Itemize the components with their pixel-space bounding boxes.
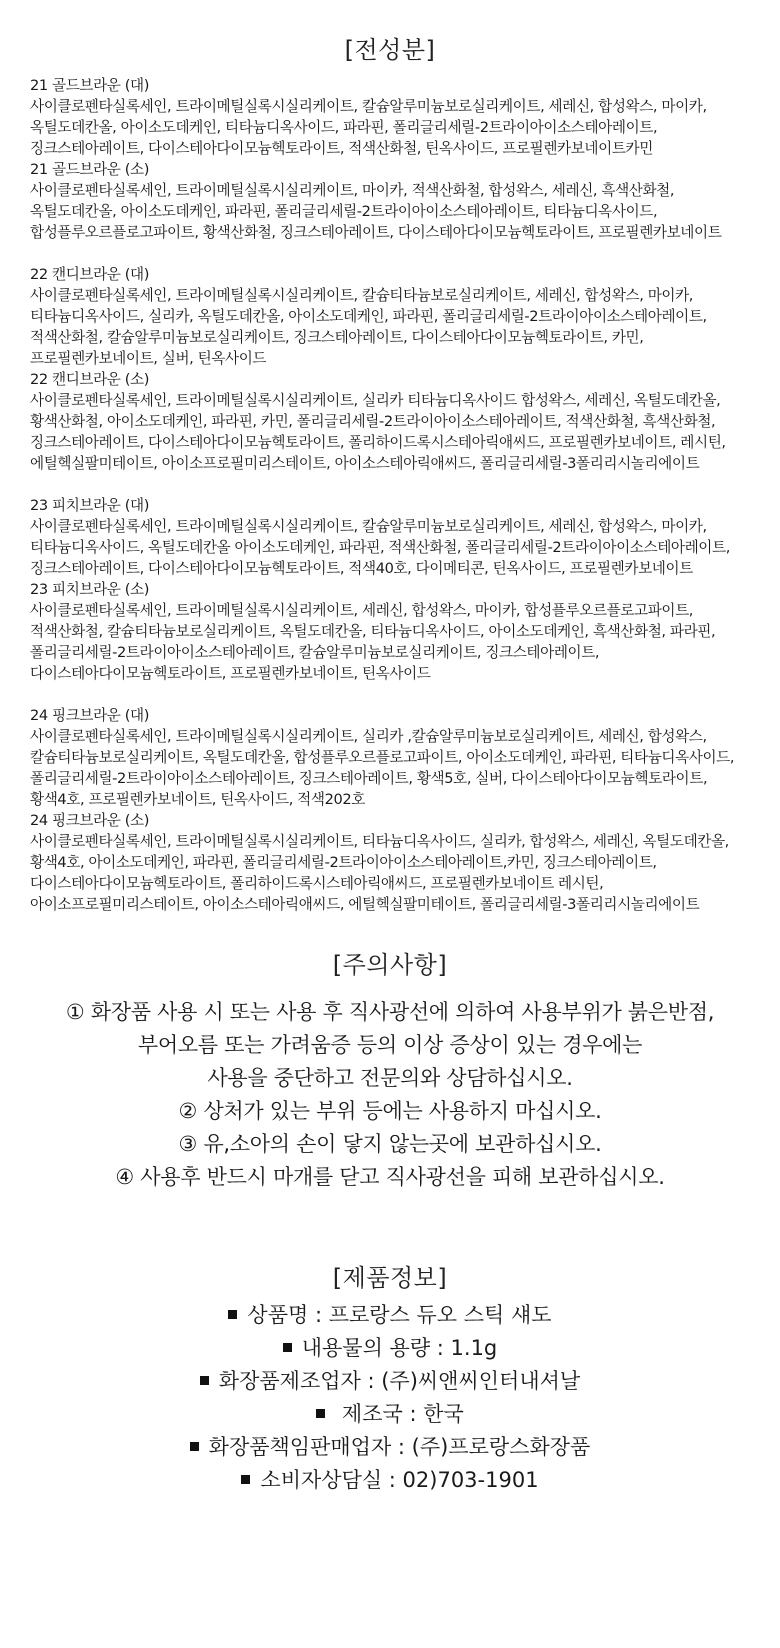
info-text: 상품명 : 프로랑스 듀오 스틱 섀도	[247, 1303, 552, 1327]
info-text: 화장품책임판매업자 : (주)프로랑스화장품	[208, 1435, 591, 1459]
info-item-customer-service	[30, 1464, 750, 1497]
caution-line: ① 화장품 사용 시 또는 사용 후 직사광선에 의하여 사용부위가 붉은반점,	[65, 1000, 715, 1024]
product-block-24	[30, 705, 750, 915]
variant-name: 22 캔디브라운 (대)	[30, 266, 150, 283]
caution-line: ③ 유,소아의 손이 닿지 않는곳에 보관하십시오.	[178, 1132, 602, 1156]
info-item-product-name	[30, 1299, 750, 1332]
info-text: 화장품제조업자 : (주)씨앤씨인터내셔날	[218, 1369, 581, 1393]
caution-section	[30, 996, 750, 1194]
variant-name: 24 핑크브라운 (소)	[30, 812, 150, 829]
product-info-section	[30, 1299, 750, 1497]
info-item-manufacturer	[30, 1365, 750, 1398]
info-item-country	[30, 1398, 750, 1431]
ingredients-section	[30, 75, 750, 915]
product-block-22	[30, 264, 750, 474]
caution-line: ④ 사용후 반드시 마개를 닫고 직사광선을 피해 보관하십시오.	[115, 1165, 665, 1189]
info-item-volume	[30, 1332, 750, 1365]
caution-line: ② 상처가 있는 부위 등에는 사용하지 마십시오.	[178, 1099, 602, 1123]
product-block-23	[30, 495, 750, 684]
ingredient-list: 사이클로펜타실록세인, 트라이메틸실록시실리케이트, 칼슘알루미늄보로실리케이트, 세레신, 합성왁스, 마이카, 티타늄디옥사이드, 옥틸도데칸올 아이소도데케인, 파라핀, 적색산화철, 폴리글리세릴-2트라이아이소스테아레이트, 징크스테아레이트, 다이스테아다이모늄헥토라이트, 적색40호, 다이메티콘, 틴옥사이드, 프로필렌카보네이트	[30, 518, 730, 577]
ingredient-list: 사이클로펜타실록세인, 트라이메틸실록시실리케이트, 마이카, 적색산화철, 합성왁스, 세레신, 흑색산화철, 옥틸도데칸올, 아이소도데케인, 파라핀, 폴리글리세릴-2트라이아이소스테아레이트, 티타늄디옥사이드, 합성플루오르플로고파이트, 황색산화철, 징크스테아레이트, 다이스테아다이모늄헥토라이트, 프로필렌카보네이트	[30, 182, 722, 241]
info-text: 내용물의 용량 : 1.1g	[301, 1336, 498, 1360]
ingredient-list: 사이클로펜타실록세인, 트라이메틸실록시실리케이트, 칼슘알루미늄보로실리케이트, 세레신, 합성왁스, 마이카, 옥틸도데칸올, 아이소도데케인, 티타늄디옥사이드, 파라핀, 폴리글리세릴-2트라이아이소스테아레이트, 징크스테아레이트, 다이스테아다이모늄헥토라이트, 적색산화철, 틴옥사이드, 프로필렌카보네이트카민	[30, 98, 707, 157]
info-text: 소비자상담실 : 02)703-1901	[260, 1468, 539, 1492]
square-bullet-icon	[190, 1442, 199, 1451]
product-info-title: [제품정보]	[332, 1264, 448, 1292]
square-bullet-icon	[316, 1409, 325, 1418]
ingredient-list: 사이클로펜타실록세인, 트라이메틸실록시실리케이트, 세레신, 합성왁스, 마이카, 합성플루오르플로고파이트, 적색산화철, 칼슘티타늄보로실리케이트, 옥틸도데칸올, 티타늄디옥사이드, 아이소도데케인, 흑색산화철, 파라핀, 폴리글리세릴-2트라이아이소스테아레이트, 칼슘알루미늄보로실리케이트, 징크스테아레이트, 다이스테아다이모늄헥토라이트, 프로필렌카보네이트, 틴옥사이드	[30, 602, 716, 682]
square-bullet-icon	[241, 1475, 250, 1484]
caution-line: 사용을 중단하고 전문의와 상담하십시오.	[207, 1066, 573, 1090]
variant-name: 22 캔디브라운 (소)	[30, 371, 150, 388]
product-block-21	[30, 75, 750, 243]
variant-name: 23 피치브라운 (소)	[30, 581, 150, 598]
ingredient-list: 사이클로펜타실록세인, 트라이메틸실록시실리케이트, 칼슘티타늄보로실리케이트, 세레신, 합성왁스, 마이카, 티타늄디옥사이드, 실리카, 옥틸도데칸올, 아이소도데케인, 파라핀, 폴리글리세릴-2트라이아이소스테아레이트, 적색산화철, 칼슘알루미늄보로실리케이트, 징크스테아레이트, 다이스테아다이모늄헥토라이트, 카민, 프로필렌카보네이트, 실버, 틴옥사이드	[30, 287, 707, 367]
square-bullet-icon	[283, 1343, 292, 1352]
info-text: 제조국 : 한국	[335, 1402, 464, 1426]
info-item-distributor	[30, 1431, 750, 1464]
square-bullet-icon	[200, 1376, 209, 1385]
caution-title: [주의사항]	[332, 951, 448, 979]
ingredient-list: 사이클로펜타실록세인, 트라이메틸실록시실리케이트, 실리카 ,칼슘알루미늄보로실리케이트, 세레신, 합성왁스, 칼슘티타늄보로실리케이트, 옥틸도데칸올, 합성플루오르플로고파이트, 아이소도데케인, 파라핀, 티타늄디옥사이드, 폴리글리세릴-2트라이아이소스테아레이트, 징크스테아레이트, 황색5호, 실버, 다이스테아다이모늄헥토라이트, 황색4호, 프로필렌카보네이트, 틴옥사이드, 적색202호	[30, 728, 735, 808]
square-bullet-icon	[228, 1310, 237, 1319]
variant-name: 24 핑크브라운 (대)	[30, 707, 150, 724]
ingredients-title: [전성분]	[344, 36, 436, 64]
variant-name: 21 골드브라운 (소)	[30, 161, 150, 178]
variant-name: 21 골드브라운 (대)	[30, 77, 150, 94]
variant-name: 23 피치브라운 (대)	[30, 497, 150, 514]
caution-line: 부어오름 또는 가려움증 등의 이상 증상이 있는 경우에는	[137, 1033, 643, 1057]
ingredient-list: 사이클로펜타실록세인, 트라이메틸실록시실리케이트, 실리카 티타늄디옥사이드 합성왁스, 세레신, 옥틸도데칸올, 황색산화철, 아이소도데케인, 파라핀, 카민, 폴리글리세릴-2트라이아이소스테아레이트, 적색산화철, 흑색산화철, 징크스테아레이트, 다이스테아다이모늄헥토라이트, 폴리하이드록시스테아릭애씨드, 프로필렌카보네이트, 레시틴, 에틸헥실팔미테이트, 아이소프로필미리스테이트, 아이소스테아릭애씨드, 폴리글리세릴-3폴리리시놀리에이트	[30, 392, 726, 472]
ingredient-list: 사이클로펜타실록세인, 트라이메틸실록시실리케이트, 티타늄디옥사이드, 실리카, 합성왁스, 세레신, 옥틸도데칸올, 황색4호, 아이소도데케인, 파라핀, 폴리글리세릴-2트라이아이소스테아레이트,카민, 징크스테아레이트, 다이스테아다이모늄헥토라이트, 폴리하이드록시스테아릭애씨드, 프로필렌카보네이트 레시틴, 아이소프로필미리스테이트, 아이소스테아릭애씨드, 에틸헥실팔미테이트, 폴리글리세릴-3폴리리시놀리에이트	[30, 833, 729, 913]
